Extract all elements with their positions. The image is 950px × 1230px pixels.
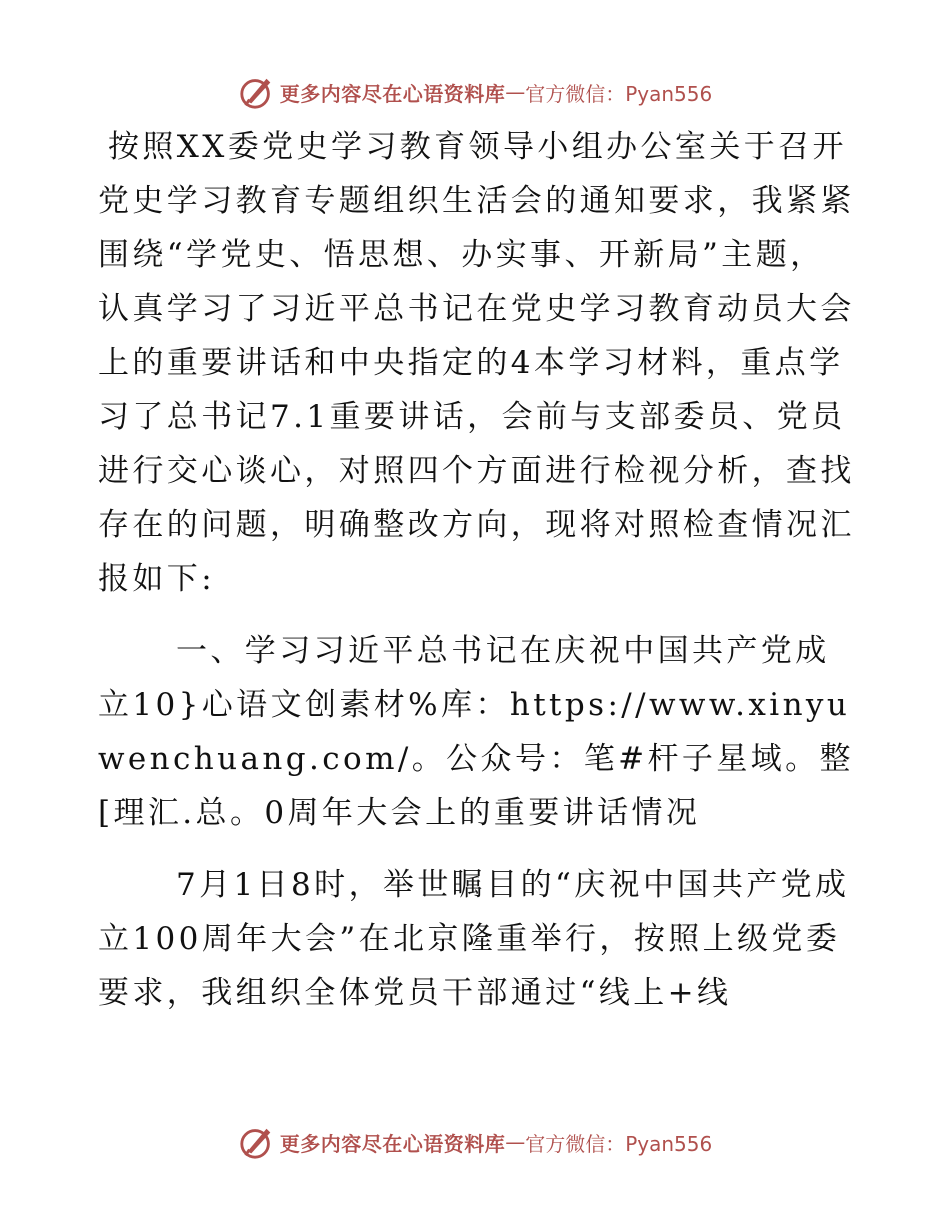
quill-pen-logo-icon [238, 1123, 276, 1161]
header-watermark-banner [0, 72, 950, 112]
quill-pen-logo-icon [238, 73, 276, 111]
section-heading-one: 一、学习习近平总书记在庆祝中国共产党成立10}心语文创素材%库：https://www.xinyuwenchuang.com/。公众号：笔#杆子星域。整[理汇.总。0周年大会上的重要讲话情况 [98, 633, 854, 831]
paragraph-july-first: 7月1日8时，举世瞩目的“庆祝中国共产党成立100周年大会”在北京隆重举行，按照上级党委要求，我组织全体党员干部通过“线上+线 [98, 867, 850, 1011]
paragraph-intro: 按照XX委党史学习教育领导小组办公室关于召开党史学习教育专题组织生活会的通知要求，我紧紧围绕“学党史、悟思想、办实事、开新局”主题，认真学习了习近平总书记在党史学习教育动员大会上的重要讲话和中央指定的4本学习材料，重点学习了总书记7.1重要讲话，会前与支部委员、党员进行交心谈心，对照四个方面进行检视分析，查找存在的问题，明确整改方向，现将对照检查情况汇报如下: [98, 129, 855, 597]
footer-watermark-banner [0, 1122, 950, 1162]
banner-contact: 官方微信：Pyan556 [525, 1131, 713, 1156]
banner-dash: — [505, 80, 526, 104]
banner-contact: 官方微信：Pyan556 [525, 81, 713, 106]
banner-text: 更多内容尽在心语资料库 [279, 1131, 506, 1156]
document-body [98, 120, 858, 1020]
banner-dash: — [505, 1130, 526, 1154]
banner-text: 更多内容尽在心语资料库 [279, 81, 506, 106]
